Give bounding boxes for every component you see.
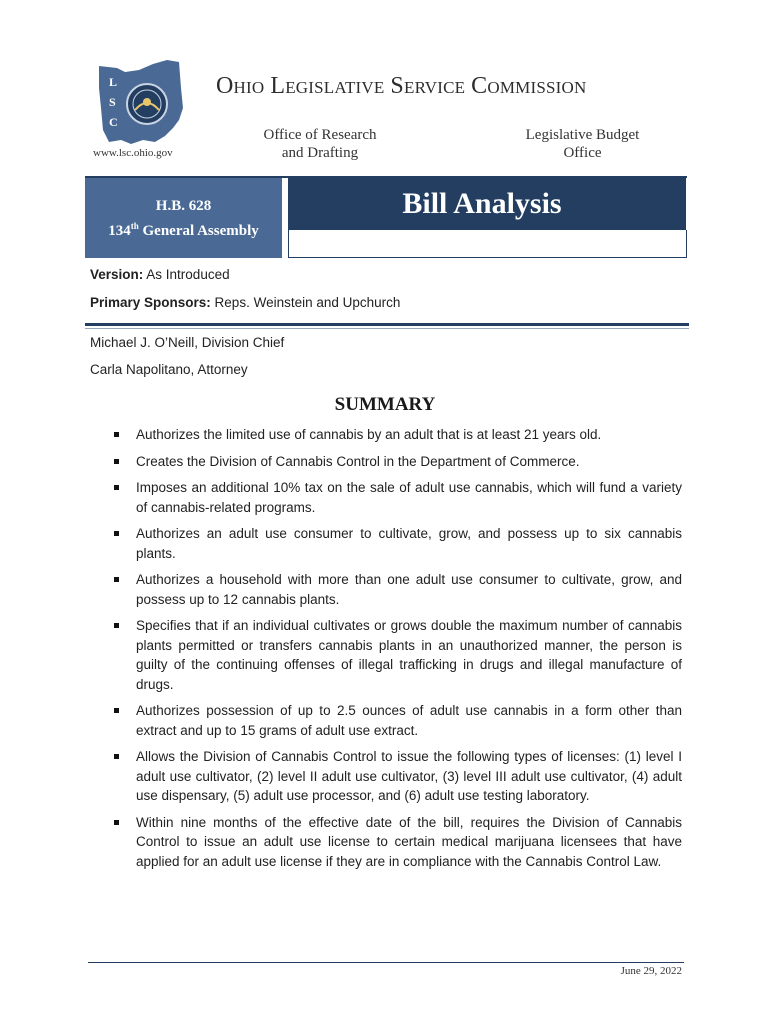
logo-letter-c: C: [109, 115, 118, 129]
summary-heading: SUMMARY: [334, 394, 436, 415]
footer-rule: [88, 962, 684, 963]
lsc-ohio-logo: [95, 58, 195, 146]
author-1: Michael J. O’Neill, Division Chief: [90, 335, 285, 350]
site-url[interactable]: www.lsc.ohio.gov: [93, 147, 173, 159]
document-title: Bill Analysis: [402, 187, 562, 220]
footer-date: June 29, 2022: [620, 965, 682, 977]
bill-number: H.B. 628: [155, 198, 212, 214]
summary-list: [110, 425, 682, 878]
section-divider: [85, 323, 689, 326]
list-item: Creates the Division of Cannabis Control in the Department of Commerce.: [110, 452, 682, 472]
office-legislative-budget: Legislative Budget Office: [525, 127, 640, 161]
list-item: Authorizes possession of up to 2.5 ounces of adult use cannabis in a form other than extract and up to 15 grams of adult use extract.: [110, 701, 682, 740]
list-item: Authorizes an adult use consumer to cultivate, grow, and possess up to six cannabis plants.: [110, 524, 682, 563]
bill-id-panel: [85, 178, 282, 258]
bill-analysis-banner: [288, 178, 686, 230]
list-item: Specifies that if an individual cultivates or grows double the maximum number of cannabis plants permitted or transfers cannabis plants in an unauthorized manner, the person is guilty of the continuing offenses of illegal trafficking in drugs and illegal manufacture of drugs.: [110, 616, 682, 694]
version-line: Version: As Introduced: [90, 267, 230, 282]
logo-letter-l: L: [109, 75, 118, 89]
list-item: Imposes an additional 10% tax on the sale of adult use cannabis, which will fund a variety of cannabis-related programs.: [110, 478, 682, 517]
author-2: Carla Napolitano, Attorney: [90, 362, 248, 377]
sponsors-line: Primary Sponsors: Reps. Weinstein and Upchurch: [90, 295, 401, 310]
office-research-drafting: Office of Research and Drafting: [263, 127, 377, 161]
list-item: Allows the Division of Cannabis Control to issue the following types of licenses: (1) level I adult use cultivator, (2) level II adult use cultivator, (3) level III adult use cultivator, (4) adult use dispensary, (5) adult use processor, and (6) adult use testing laboratory.: [110, 747, 682, 806]
list-item: Authorizes a household with more than one adult use consumer to cultivate, grow, and possess up to 12 cannabis plants.: [110, 570, 682, 609]
organization-name: OHIO LEGISLATIVE SERVICE COMMISSION: [216, 73, 587, 99]
section-divider-thin: [85, 328, 689, 329]
general-assembly: 134th General Assembly: [108, 221, 259, 239]
logo-letter-s: S: [109, 95, 116, 109]
banner-lower-box: [288, 230, 687, 258]
list-item: Within nine months of the effective date of the bill, requires the Division of Cannabis Control to issue an adult use license to certain medical marijuana licensees that have applied for an adult use license if they are in compliance with the Cannabis Control Law.: [110, 813, 682, 872]
list-item: Authorizes the limited use of cannabis by an adult that is at least 21 years old.: [110, 425, 682, 445]
